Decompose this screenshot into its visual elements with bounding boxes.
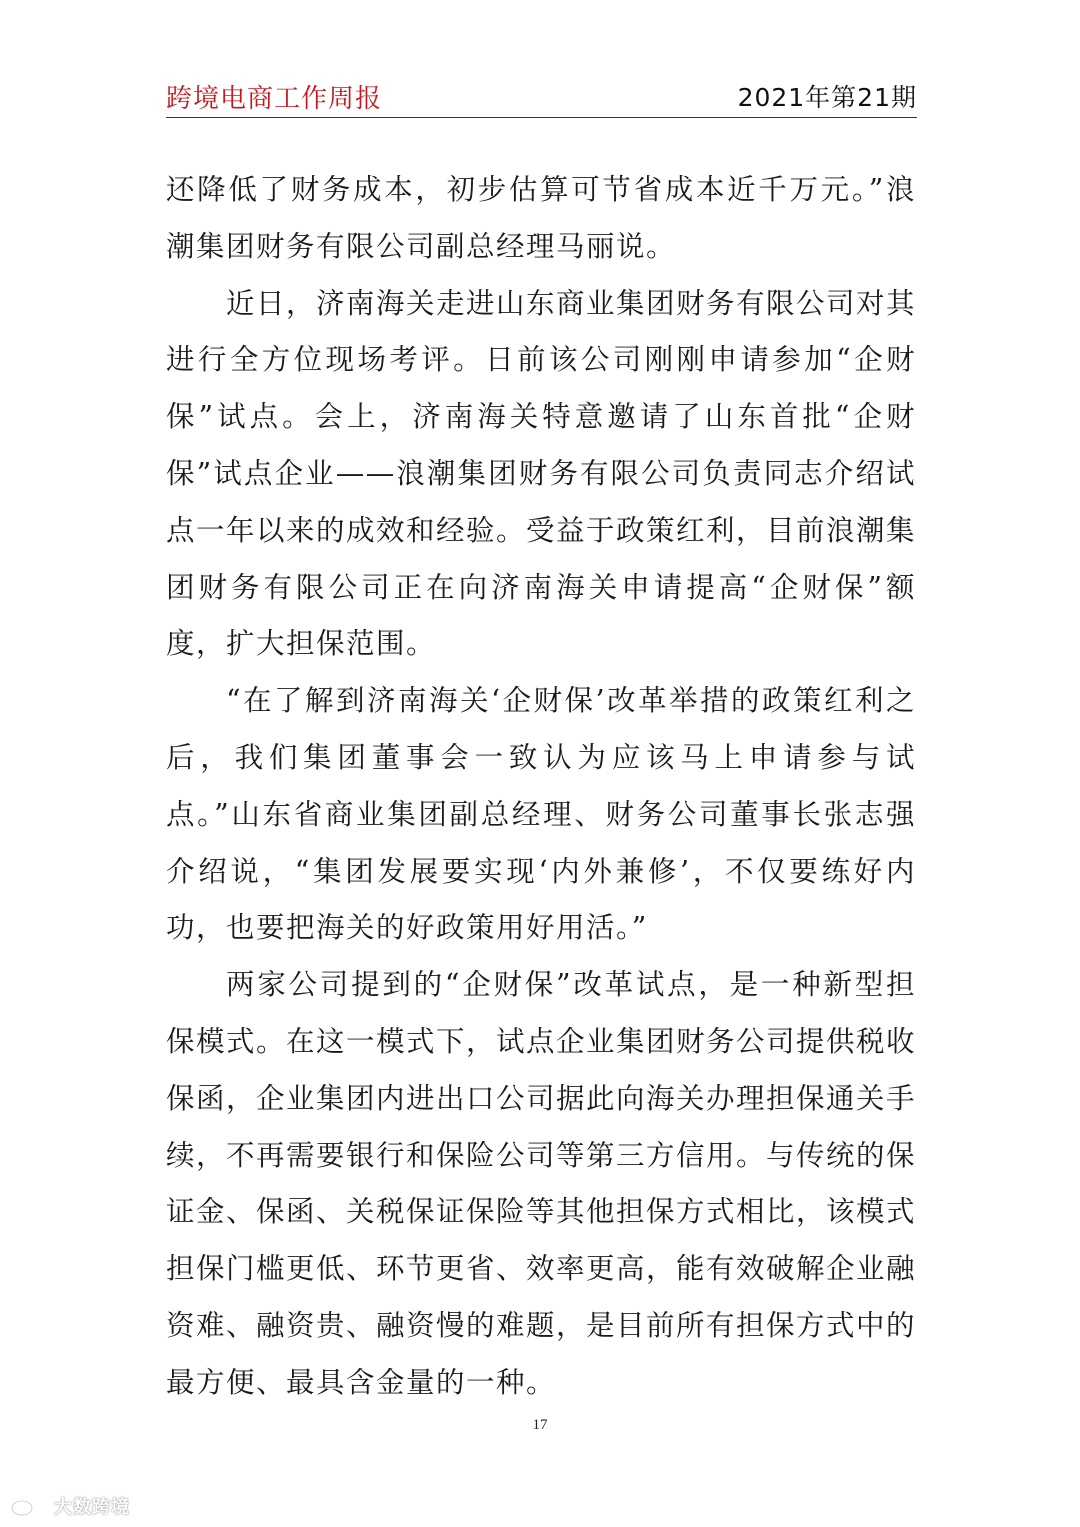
issue-number: 2021年第21期 — [737, 83, 917, 112]
watermark-text: 大数跨境 — [54, 1497, 130, 1518]
article-body — [166, 162, 916, 1412]
watermark — [10, 1493, 130, 1519]
page-header — [166, 74, 917, 114]
paragraph-1: 还降低了财务成本，初步估算可节省成本近千万元。”浪潮集团财务有限公司副总经理马丽说。 — [166, 173, 916, 263]
paragraph-3: “在了解到济南海关‘企财保’改革举措的政策红利之后，我们集团董事会一致认为应该马上申请参与试点。”山东省商业集团副总经理、财务公司董事长张志强介绍说，“集团发展要实现‘内外兼修’，不仅要练好内功，也要把海关的好政策用好用活。” — [166, 684, 916, 945]
paragraph-4: 两家公司提到的“企财保”改革试点，是一种新型担保模式。在这一模式下，试点企业集团财务公司提供税收保函，企业集团内进出口公司据此向海关办理担保通关手续，不再需要银行和保险公司等第三方信用。与传统的保证金、保函、关税保证保险等其他担保方式相比，该模式担保门槛更低、环节更省、效率更高，能有效破解企业融资难、融资贵、融资慢的难题，是目前所有担保方式中的最方便、最具含金量的一种。 — [166, 968, 917, 1399]
page-number: 17 — [532, 1417, 548, 1433]
header-divider — [166, 117, 917, 118]
report-title: 跨境电商工作周报 — [166, 84, 383, 114]
paragraph-2: 近日，济南海关走进山东商业集团财务有限公司对其进行全方位现场考评。日前该公司刚刚申请参加“企财保”试点。会上，济南海关特意邀请了山东首批“企财保”试点企业——浪潮集团财务有限公司负责同志介绍试点一年以来的成效和经验。受益于政策红利，目前浪潮集团财务有限公司正在向济南海关申请提高“企财保”额度，扩大担保范围。 — [166, 286, 917, 661]
weibo-logo-icon — [10, 1495, 50, 1517]
